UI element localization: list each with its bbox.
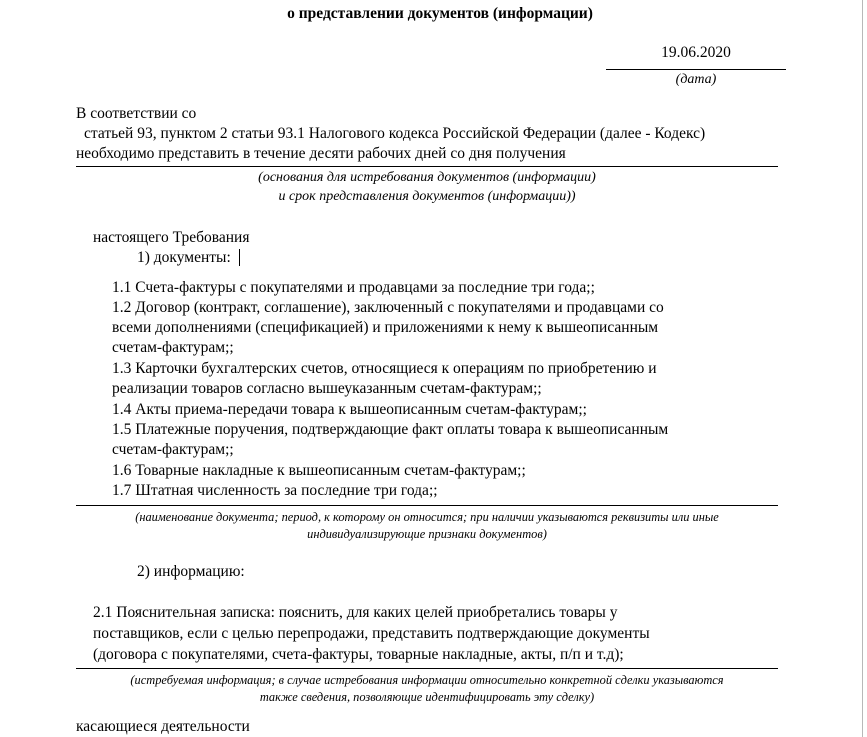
requirement-intro: настоящего Требования <box>93 229 250 246</box>
document-title: о представлении документов (информации) <box>287 5 593 22</box>
basis-line-3: необходимо представить в течение десяти рабочих дней со дня получения <box>76 145 566 162</box>
date-caption: (дата) <box>675 72 717 87</box>
info-underline <box>76 668 778 669</box>
documents-item: 1.1 Счета-фактуры с покупателями и продавцами за последние три года;; <box>112 279 595 296</box>
document-date: 19.06.2020 <box>661 44 731 61</box>
documents-item: всеми дополнениями (спецификацией) и приложениями к нему к вышеописанным <box>112 319 659 336</box>
documents-item: счетам-фактурам;; <box>112 441 234 458</box>
documents-item: 1.7 Штатная численность за последние три года;; <box>112 482 438 499</box>
documents-heading: 1) документы: <box>137 249 231 266</box>
documents-item: счетам-фактурам;; <box>112 339 234 356</box>
info-line: поставщиков, если с целью перепродажи, представить подтверждающие документы <box>93 625 650 642</box>
documents-caption-1: (наименование документа; период, к которому он относится; при наличии указываются реквизиты или иные <box>135 510 719 524</box>
basis-line-2: статьей 93, пунктом 2 статьи 93.1 Налогового кодекса Российской Федерации (далее - Кодекс) <box>84 125 706 142</box>
documents-caption-2: индивидуализирующие признаки документов) <box>307 527 547 541</box>
footer-line: касающиеся деятельности <box>76 718 250 735</box>
basis-underline <box>76 166 778 167</box>
documents-item: 1.6 Товарные накладные к вышеописанным счетам-фактурам;; <box>112 462 526 479</box>
documents-item: 1.3 Карточки бухгалтерских счетов, относящиеся к операциям по приобретению и <box>112 360 657 377</box>
basis-caption-1: (основания для истребования документов (информации) <box>258 170 596 185</box>
info-caption-2: также сведения, позволяющие идентифицировать эту сделку) <box>259 690 595 704</box>
documents-item: 1.4 Акты приема-передачи товара к вышеописанным счетам-фактурам;; <box>112 401 587 418</box>
info-line: 2.1 Пояснительная записка: пояснить, для каких целей приобретались товары у <box>93 604 618 621</box>
documents-item: 1.5 Платежные поручения, подтверждающие факт оплаты товара к вышеописанным <box>112 421 669 438</box>
documents-underline <box>76 505 778 506</box>
documents-item: 1.2 Договор (контракт, соглашение), заключенный с покупателями и продавцами со <box>112 299 664 316</box>
documents-item: реализации товаров согласно вышеуказанным счетам-фактурам;; <box>112 380 542 397</box>
basis-line-1: В соответствии со <box>76 105 197 122</box>
info-caption-1: (истребуемая информация; в случае истребования информации относительно конкретной сделки указываются <box>130 673 724 687</box>
info-heading: 2) информацию: <box>137 563 245 580</box>
info-line: (договора с покупателями, счета-фактуры, товарные накладные, акты, п/п и т.д); <box>93 646 624 663</box>
text-cursor <box>239 249 240 266</box>
basis-caption-2: и срок представления документов (информации)) <box>278 189 576 204</box>
